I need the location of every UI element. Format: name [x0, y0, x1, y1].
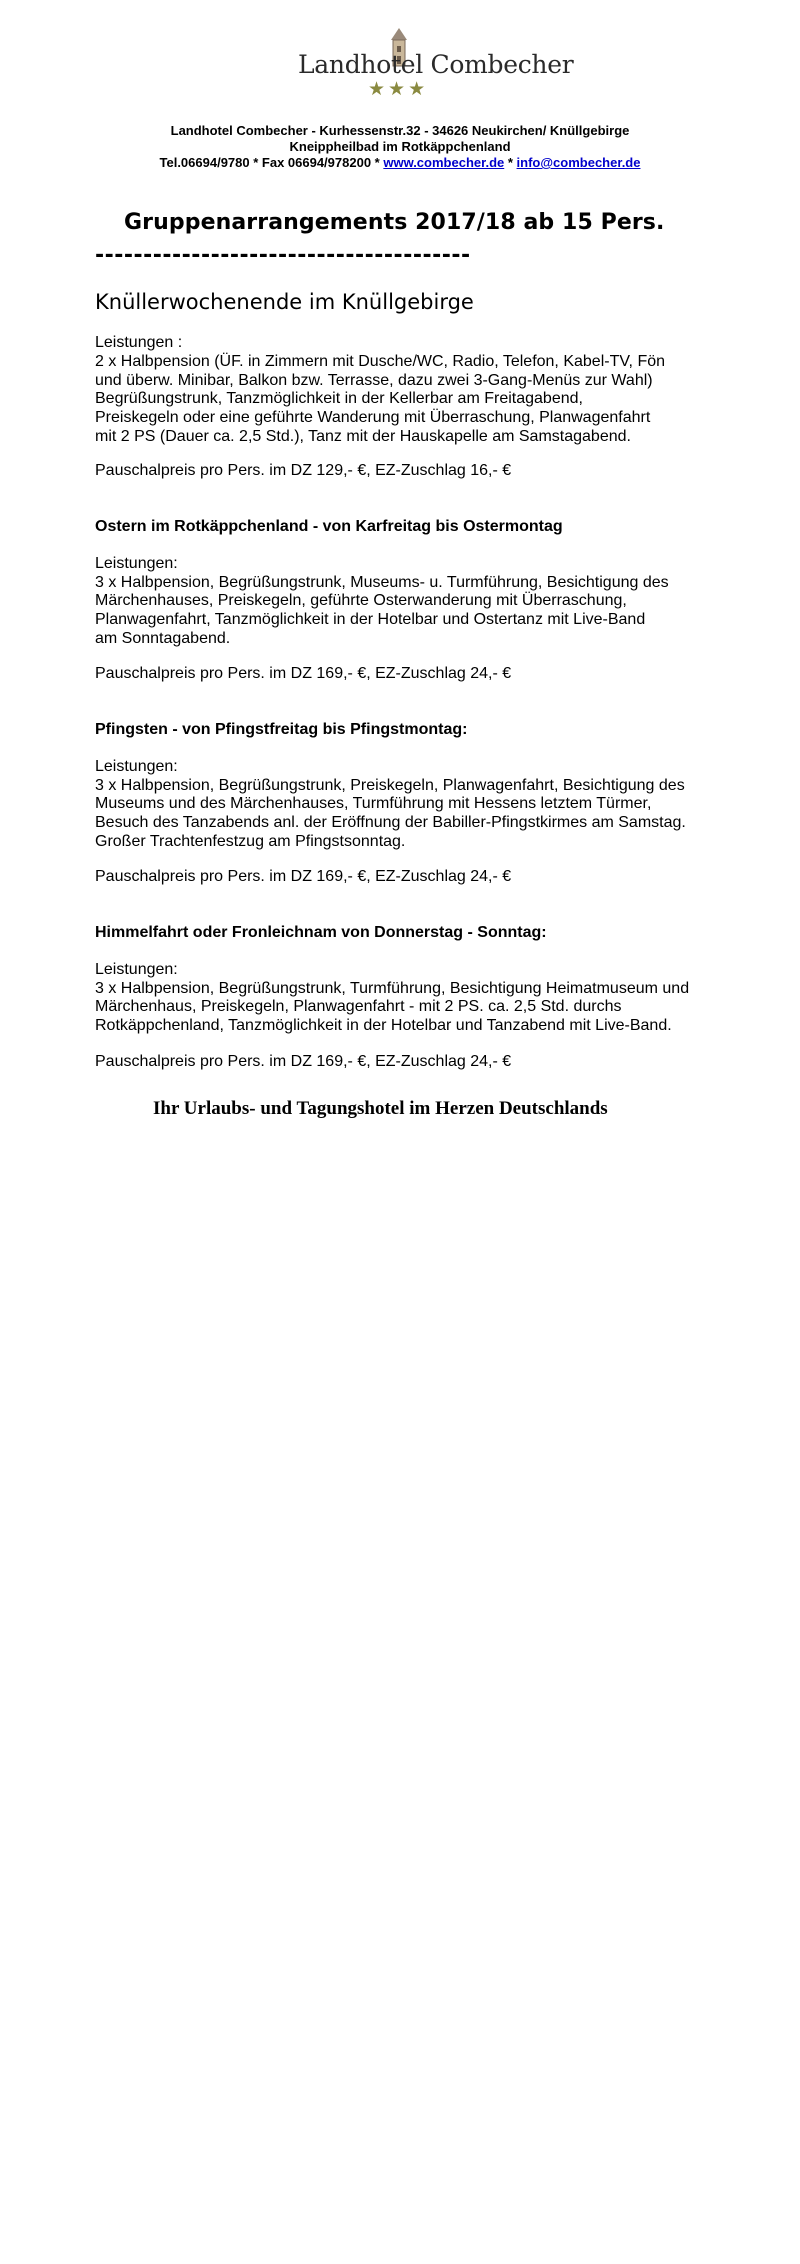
section-heading-knueller: Knüllerwochenende im Knüllgebirge	[95, 290, 474, 314]
hotel-logo	[290, 26, 574, 106]
section-line: Planwagenfahrt, Tanzmöglichkeit in der Hotelbar und Ostertanz mit Live-Band	[95, 611, 646, 628]
section-line: 3 x Halbpension, Begrüßungstrunk, Turmführung, Besichtigung Heimatmuseum und	[95, 980, 690, 997]
section-heading-pfingsten: Pfingsten - von Pfingstfreitag bis Pfingstmontag:	[95, 721, 468, 738]
price-line: Pauschalpreis pro Pers. im DZ 169,- €, EZ-Zuschlag 24,- €	[95, 868, 512, 885]
email-link[interactable]: info@combecher.de	[516, 155, 641, 170]
section-line: Leistungen:	[95, 555, 178, 572]
website-link[interactable]: www.combecher.de	[383, 155, 505, 170]
section-line: Leistungen:	[95, 758, 178, 775]
title-rule: ---------------------------------------	[95, 243, 471, 268]
section-heading-ostern: Ostern im Rotkäppchenland - von Karfreitag bis Ostermontag	[95, 518, 563, 535]
price-line: Pauschalpreis pro Pers. im DZ 169,- €, EZ-Zuschlag 24,- €	[95, 665, 512, 682]
contact-line	[95, 155, 705, 171]
rating-stars-icon: ★★★	[368, 78, 429, 100]
section-line: und überw. Minibar, Balkon bzw. Terrasse, dazu zwei 3-Gang-Menüs zur Wahl)	[95, 372, 653, 389]
section-line: Preiskegeln oder eine geführte Wanderung mit Überraschung, Planwagenfahrt	[95, 409, 651, 426]
section-line: Museums und des Märchenhauses, Turmführung mit Hessens letztem Türmer,	[95, 795, 652, 812]
section-line: Besuch des Tanzabends anl. der Eröffnung der Babiller-Pfingstkirmes am Samstag.	[95, 814, 686, 831]
section-line: 3 x Halbpension, Begrüßungstrunk, Preiskegeln, Planwagenfahrt, Besichtigung des	[95, 777, 685, 794]
section-line: Märchenhauses, Preiskegeln, geführte Osterwanderung mit Überraschung,	[95, 592, 627, 609]
footer-slogan: Ihr Urlaubs- und Tagungshotel im Herzen Deutschlands	[153, 1098, 608, 1119]
section-line: Leistungen:	[95, 961, 178, 978]
section-line: Begrüßungstrunk, Tanzmöglichkeit in der Kellerbar am Freitagabend,	[95, 390, 583, 407]
section-line: Märchenhaus, Preiskegeln, Planwagenfahrt - mit 2 PS. ca. 2,5 Std. durchs	[95, 998, 622, 1015]
section-line: 2 x Halbpension (ÜF. in Zimmern mit Dusche/WC, Radio, Telefon, Kabel-TV, Fön	[95, 353, 666, 370]
section-line: Großer Trachtenfestzug am Pfingstsonntag.	[95, 833, 406, 850]
section-line: Leistungen :	[95, 334, 183, 351]
section-line: am Sonntagabend.	[95, 630, 231, 647]
page-title: Gruppenarrangements 2017/18 ab 15 Pers.	[124, 210, 665, 235]
subtitle-line: Kneippheilbad im Rotkäppchenland	[289, 139, 511, 154]
section-heading-himmelfahrt: Himmelfahrt oder Fronleichnam von Donnerstag - Sonntag:	[95, 924, 547, 941]
logo-text: Landhotel Combecher	[298, 50, 574, 79]
contact-separator: *	[504, 155, 517, 170]
contact-phone-fax: Tel.06694/9780 * Fax 06694/978200 *	[159, 155, 384, 170]
price-line: Pauschalpreis pro Pers. im DZ 129,- €, EZ-Zuschlag 16,- €	[95, 462, 512, 479]
price-line: Pauschalpreis pro Pers. im DZ 169,- €, EZ-Zuschlag 24,- €	[95, 1053, 512, 1070]
section-line: mit 2 PS (Dauer ca. 2,5 Std.), Tanz mit der Hauskapelle am Samstagabend.	[95, 428, 631, 445]
section-line: 3 x Halbpension, Begrüßungstrunk, Museums- u. Turmführung, Besichtigung des	[95, 574, 669, 591]
address-line: Landhotel Combecher - Kurhessenstr.32 - 34626 Neukirchen/ Knüllgebirge	[170, 123, 630, 138]
section-line: Rotkäppchenland, Tanzmöglichkeit in der Hotelbar und Tanzabend mit Live-Band.	[95, 1017, 672, 1034]
